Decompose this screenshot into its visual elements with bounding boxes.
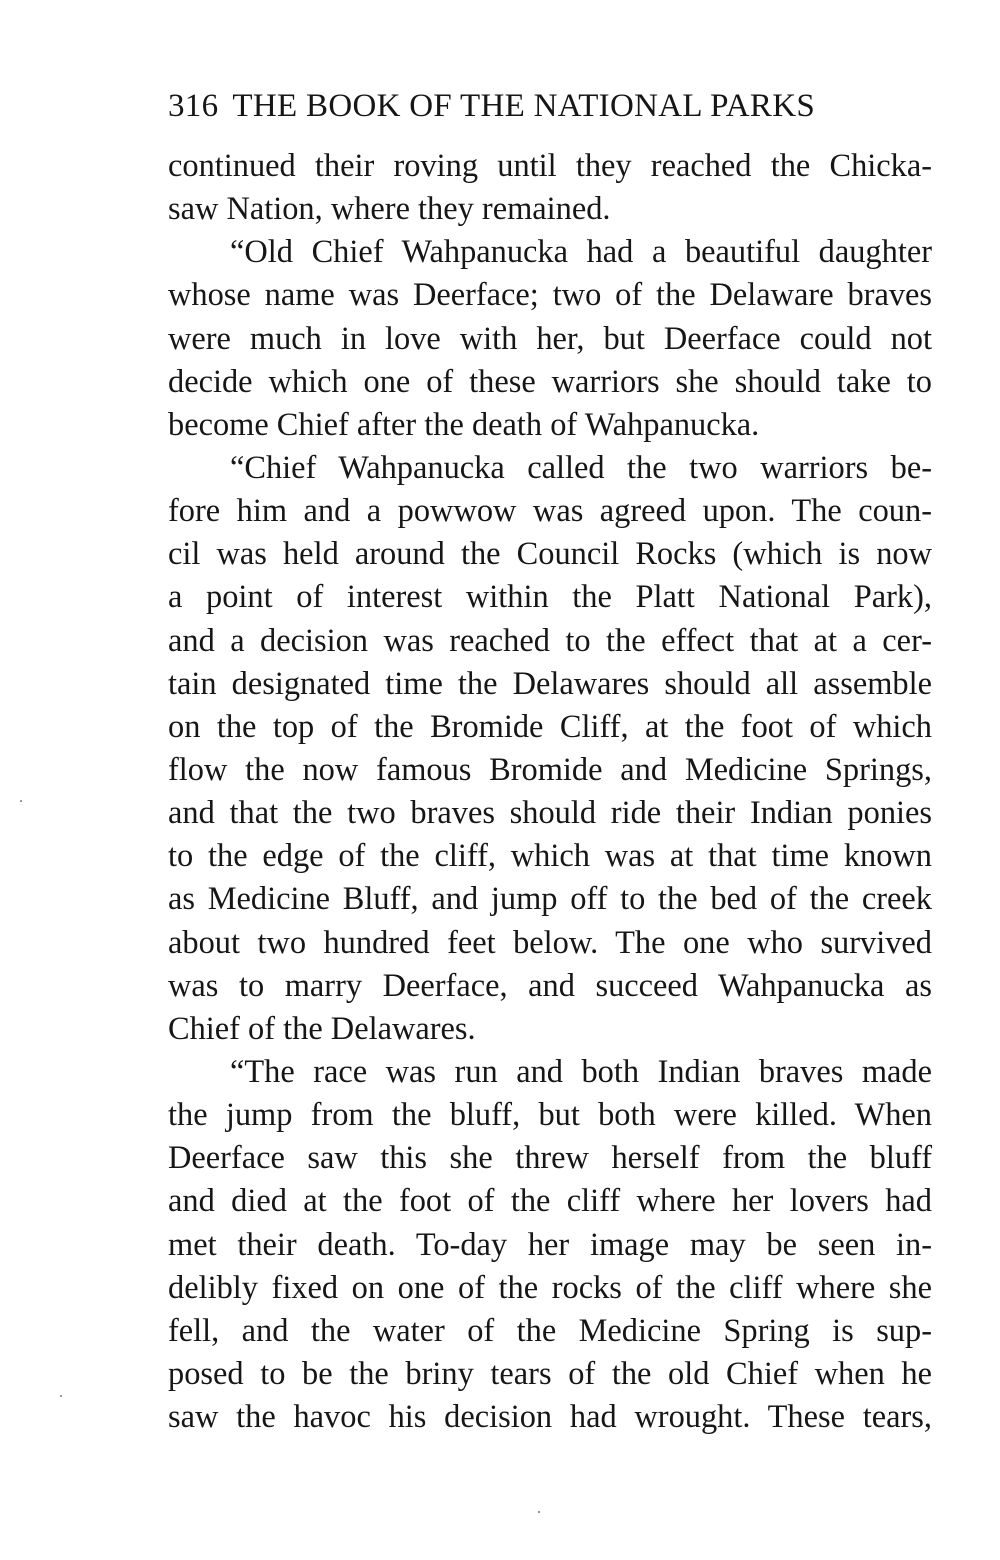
text-line: delibly fixed on one of the rocks of the cliff where she	[168, 1269, 932, 1306]
text-line: continued their roving until they reached the Chicka-	[168, 148, 932, 184]
text-line: fell, and the water of the Medicine Spring is sup-	[168, 1312, 932, 1349]
text-line: was to marry Deerface, and succeed Wahpanucka as	[168, 967, 932, 1004]
text-line: flow the now famous Bromide and Medicine Springs,	[168, 751, 932, 788]
paragraph-end-line: saw Nation, where they remained.	[168, 191, 611, 228]
paragraph-start-line: “Chief Wahpanucka called the two warriors be-	[230, 449, 932, 486]
running-header	[168, 84, 928, 128]
paragraph-start-line: “Old Chief Wahpanucka had a beautiful daughter	[230, 234, 932, 271]
text-line: posed to be the briny tears of the old Chief when he	[168, 1355, 932, 1392]
text-line: were much in love with her, but Deerface could not	[168, 320, 932, 357]
scan-speck	[60, 1395, 62, 1397]
text-line: and that the two braves should ride their Indian ponies	[168, 795, 932, 832]
text-line: decide which one of these warriors she should take to	[168, 363, 932, 400]
text-line: a point of interest within the Platt National Park),	[168, 579, 932, 616]
text-line: cil was held around the Council Rocks (which is now	[168, 536, 932, 573]
text-line: whose name was Deerface; two of the Delaware braves	[168, 277, 932, 314]
text-line: met their death. To-day her image may be seen in-	[168, 1226, 932, 1263]
running-title: THE BOOK OF THE NATIONAL PARKS	[232, 88, 815, 124]
text-line: tain designated time the Delawares should all assemble	[168, 665, 932, 702]
text-line: about two hundred feet below. The one who survived	[168, 924, 932, 961]
paragraph-start-line: “The race was run and both Indian braves made	[230, 1053, 932, 1090]
text-line: the jump from the bluff, but both were killed. When	[168, 1097, 932, 1134]
text-line: to the edge of the cliff, which was at that time known	[168, 838, 932, 875]
paragraph-end-line: become Chief after the death of Wahpanucka.	[168, 406, 760, 443]
text-line: and died at the foot of the cliff where her lovers had	[168, 1183, 932, 1220]
text-line: saw the havoc his decision had wrought. These tears,	[168, 1399, 932, 1436]
text-line: Deerface saw this she threw herself from the bluff	[168, 1140, 932, 1177]
text-line: as Medicine Bluff, and jump off to the bed of the creek	[168, 881, 932, 918]
page-number: 316	[168, 88, 219, 124]
scan-speck	[538, 1511, 540, 1513]
body-text	[168, 145, 932, 1439]
text-line: on the top of the Bromide Cliff, at the foot of which	[168, 708, 932, 745]
scan-speck	[20, 800, 22, 802]
paragraph-end-line: Chief of the Delawares.	[168, 1010, 476, 1047]
text-line: and a decision was reached to the effect that at a cer-	[168, 622, 932, 659]
text-line: fore him and a powwow was agreed upon. The coun-	[168, 493, 932, 530]
